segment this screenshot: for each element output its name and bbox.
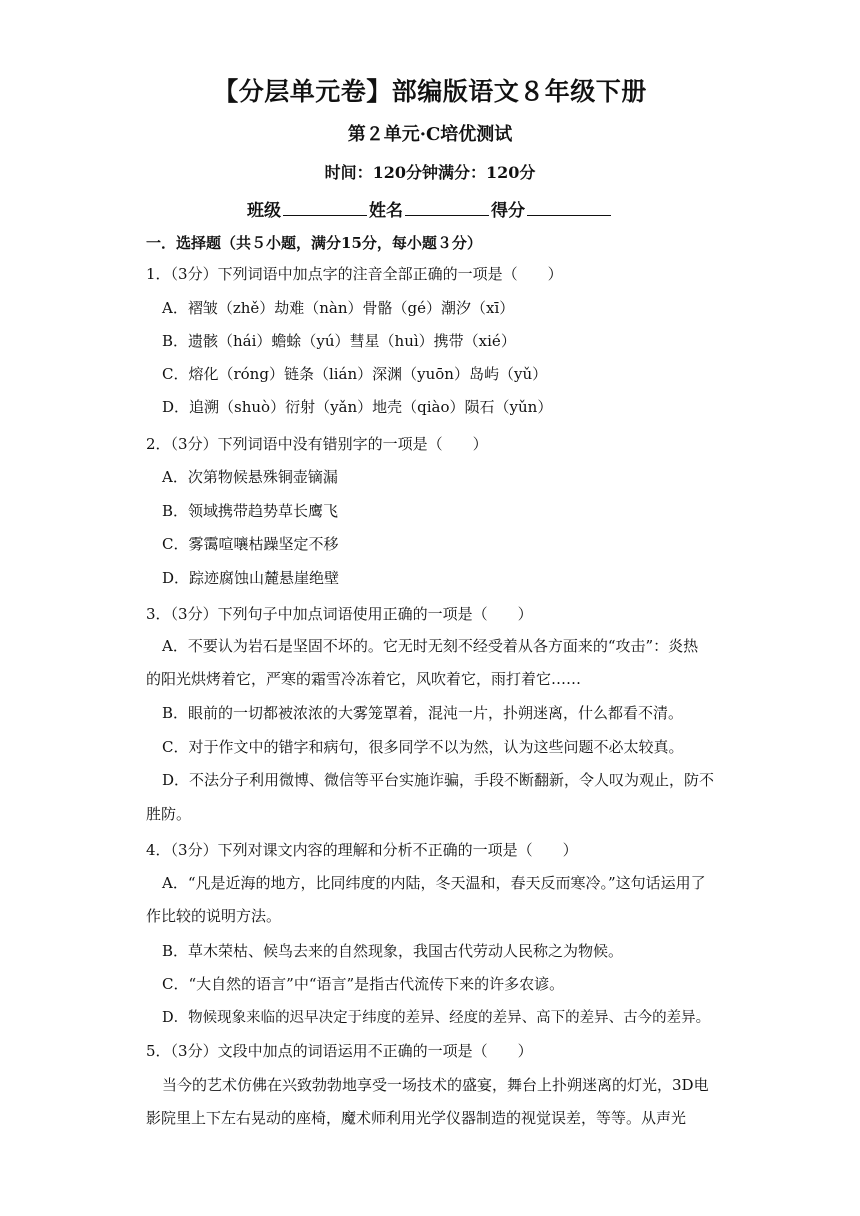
question-1-option-c: C．熔化（róng）链条（lián）深渊（yuōn）岛屿（yǔ） — [162, 365, 548, 383]
score-label: 得分 — [491, 201, 525, 221]
name-blank[interactable] — [405, 201, 489, 216]
class-label: 班级 — [247, 201, 281, 221]
question-2-option-c: C．雾霭喧嚷枯躁坚定不移 — [162, 535, 339, 553]
question-3-option-a-line-2: 的阳光烘烤着它，严寒的霜雪冷冻着它，风吹着它，雨打着它…… — [146, 670, 582, 688]
exam-title: 【分层单元卷】部编版语文８年级下册 — [213, 77, 647, 106]
question-1-option-a: A．褶皱（zhě）劫难（nàn）骨骼（gé）潮汐（xī） — [162, 299, 515, 317]
section-title: 一．选择题（共５小题，满分15分，每小题３分） — [146, 234, 482, 252]
question-1-option-b: B．遗骸（hái）蟾蜍（yú）彗星（huì）携带（xié） — [162, 332, 516, 350]
question-1-stem: 1．（3分）下列词语中加点字的注音全部正确的一项是（ ） — [146, 265, 563, 283]
question-4-stem: 4．（3分）下列对课文内容的理解和分析不正确的一项是（ ） — [146, 841, 578, 859]
question-3-option-c: C．对于作文中的错字和病句，很多同学不以为然，认为这些问题不必太较真。 — [162, 738, 684, 756]
class-blank[interactable] — [283, 201, 367, 216]
unit-subtitle: 第２单元·C培优测试 — [347, 124, 513, 145]
time-score-line: 时间：120分钟满分：120分 — [324, 163, 536, 182]
question-3-option-d-line-1: D．不法分子利用微博、微信等平台实施诈骗，手段不断翻新，令人叹为观止，防不 — [162, 771, 715, 789]
question-5-stem: 5．（3分）文段中加点的词语运用不正确的一项是（ ） — [146, 1042, 533, 1060]
student-info-line — [0, 196, 860, 221]
question-1-option-d: D．追溯（shuò）衍射（yǎn）地壳（qiào）陨石（yǔn） — [162, 398, 553, 416]
question-2-option-d: D．踪迹腐蚀山麓悬崖绝壁 — [162, 569, 340, 587]
name-label: 姓名 — [369, 201, 403, 221]
question-4-option-a-line-2: 作比较的说明方法。 — [146, 907, 282, 925]
question-4-option-b: B．草木荣枯、候鸟去来的自然现象，我国古代劳动人民称之为物候。 — [162, 942, 624, 960]
question-3-option-b: B．眼前的一切都被浓浓的大雾笼罩着，混沌一片，扑朔迷离，什么都看不清。 — [162, 704, 684, 722]
question-4-option-d: D．物候现象来临的迟早决定于纬度的差异、经度的差异、高下的差异、古今的差异。 — [162, 1010, 711, 1026]
question-3-option-a-line-1: A．不要认为岩石是坚固不坏的。它无时无刻不经受着从各方面来的“攻击”：炎热 — [162, 637, 699, 655]
score-blank[interactable] — [527, 201, 611, 216]
question-2-stem: 2．（3分）下列词语中没有错别字的一项是（ ） — [146, 435, 488, 453]
question-2-option-b: B．领域携带趋势草长鹰飞 — [162, 502, 339, 520]
question-5-passage-line-1: 当今的艺术仿佛在兴致勃勃地享受一场技术的盛宴，舞台上扑朔迷离的灯光，3D电 — [162, 1076, 709, 1094]
question-4-option-c: C．“大自然的语言”中“语言”是指古代流传下来的许多农谚。 — [162, 975, 565, 993]
question-4-option-a-line-1: A．“凡是近海的地方，比同纬度的内陆，冬天温和，春天反而寒冷。”这句话运用了 — [162, 874, 706, 892]
question-3-stem: 3．（3分）下列句子中加点词语使用正确的一项是（ ） — [146, 605, 533, 623]
question-2-option-a: A．次第物候悬殊铜壶镝漏 — [162, 468, 338, 486]
question-5-passage-line-2: 影院里上下左右晃动的座椅，魔术师利用光学仪器制造的视觉误差，等等。从声光 — [146, 1109, 687, 1127]
question-3-option-d-line-2: 胜防。 — [146, 805, 192, 823]
